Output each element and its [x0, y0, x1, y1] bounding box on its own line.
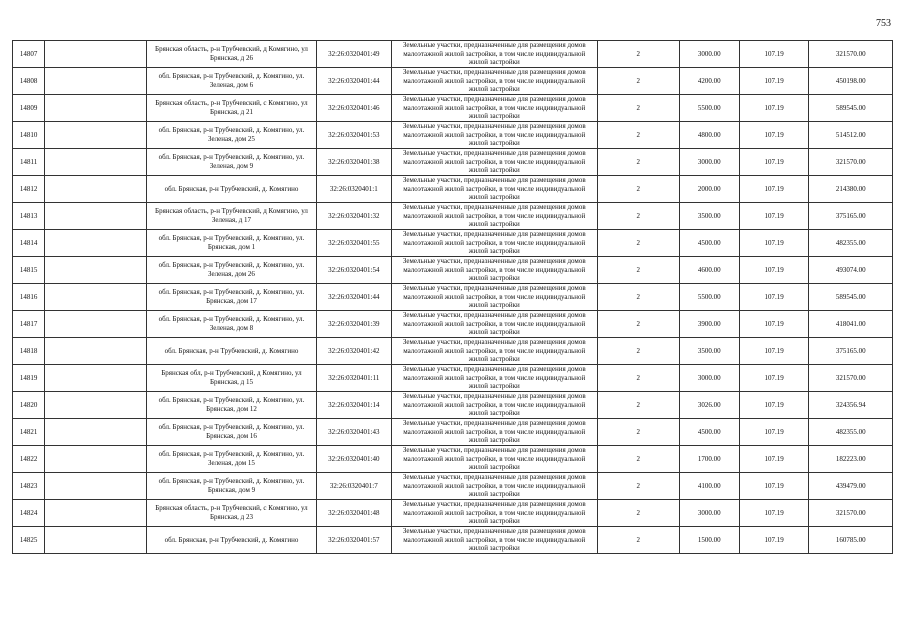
address-cell: Брянская область, р-н Трубчевский, с Комягино, ул Брянская, д 23 — [146, 500, 316, 527]
value-cell: 321570.00 — [809, 41, 893, 68]
row-id-cell: 14809 — [13, 95, 45, 122]
address-cell: обл. Брянская, р-н Трубчевский, д. Комягино, ул. Зеленая, дом 26 — [146, 257, 316, 284]
cadastral-number-cell: 32:26:0320401:11 — [317, 365, 392, 392]
cadastral-number-cell: 32:26:0320401:1 — [317, 176, 392, 203]
row-id-cell: 14813 — [13, 203, 45, 230]
area-cell: 4800.00 — [679, 122, 739, 149]
table-row — [13, 122, 893, 149]
land-use-cell: Земельные участки, предназначенные для размещения домов малоэтажной жилой застройки, в том числе индивидуальной жилой застройки — [391, 338, 597, 365]
cadastral-number-cell: 32:26:0320401:32 — [317, 203, 392, 230]
empty-cell — [45, 473, 147, 500]
cadastral-number-cell: 32:26:0320401:49 — [317, 41, 392, 68]
land-use-cell: Земельные участки, предназначенные для размещения домов малоэтажной жилой застройки, в том числе индивидуальной жилой застройки — [391, 446, 597, 473]
value-cell: 182223.00 — [809, 446, 893, 473]
value-cell: 418041.00 — [809, 311, 893, 338]
empty-cell — [45, 257, 147, 284]
cadastral-number-cell: 32:26:0320401:57 — [317, 527, 392, 554]
area-cell: 4200.00 — [679, 68, 739, 95]
row-id-cell: 14811 — [13, 149, 45, 176]
empty-cell — [45, 338, 147, 365]
empty-cell — [45, 230, 147, 257]
cadastral-number-cell: 32:26:0320401:44 — [317, 284, 392, 311]
value-cell: 589545.00 — [809, 95, 893, 122]
table-row — [13, 95, 893, 122]
cadastral-number-cell: 32:26:0320401:7 — [317, 473, 392, 500]
address-cell: обл. Брянская, р-н Трубчевский, д. Комягино — [146, 527, 316, 554]
category-cell: 2 — [597, 338, 679, 365]
table-row — [13, 149, 893, 176]
value-cell: 589545.00 — [809, 284, 893, 311]
address-cell: обл. Брянская, р-н Трубчевский, д. Комягино, ул. Брянская, дом 17 — [146, 284, 316, 311]
table-row — [13, 284, 893, 311]
value-cell: 450198.00 — [809, 68, 893, 95]
area-cell: 2000.00 — [679, 176, 739, 203]
rate-cell: 107.19 — [739, 257, 808, 284]
row-id-cell: 14825 — [13, 527, 45, 554]
row-id-cell: 14816 — [13, 284, 45, 311]
land-use-cell: Земельные участки, предназначенные для размещения домов малоэтажной жилой застройки, в том числе индивидуальной жилой застройки — [391, 41, 597, 68]
cadastral-number-cell: 32:26:0320401:40 — [317, 446, 392, 473]
address-cell: обл. Брянская, р-н Трубчевский, д. Комягино, ул. Зеленая, дом 9 — [146, 149, 316, 176]
empty-cell — [45, 41, 147, 68]
cadastral-number-cell: 32:26:0320401:39 — [317, 311, 392, 338]
empty-cell — [45, 527, 147, 554]
land-use-cell: Земельные участки, предназначенные для размещения домов малоэтажной жилой застройки, в том числе индивидуальной жилой застройки — [391, 284, 597, 311]
rate-cell: 107.19 — [739, 122, 808, 149]
category-cell: 2 — [597, 284, 679, 311]
rate-cell: 107.19 — [739, 392, 808, 419]
cadastral-number-cell: 32:26:0320401:55 — [317, 230, 392, 257]
table-body — [13, 41, 893, 554]
address-cell: обл. Брянская, р-н Трубчевский, д. Комягино — [146, 338, 316, 365]
cadastral-number-cell: 32:26:0320401:44 — [317, 68, 392, 95]
row-id-cell: 14820 — [13, 392, 45, 419]
category-cell: 2 — [597, 527, 679, 554]
address-cell: обл. Брянская, р-н Трубчевский, д. Комягино, ул. Брянская, дом 12 — [146, 392, 316, 419]
area-cell: 5500.00 — [679, 95, 739, 122]
table-row — [13, 473, 893, 500]
land-use-cell: Земельные участки, предназначенные для размещения домов малоэтажной жилой застройки, в том числе индивидуальной жилой застройки — [391, 68, 597, 95]
empty-cell — [45, 95, 147, 122]
rate-cell: 107.19 — [739, 95, 808, 122]
table-row — [13, 338, 893, 365]
row-id-cell: 14817 — [13, 311, 45, 338]
address-cell: Брянская область, р-н Трубчевский, с Комягино, ул Брянская, д 21 — [146, 95, 316, 122]
rate-cell: 107.19 — [739, 230, 808, 257]
land-use-cell: Земельные участки, предназначенные для размещения домов малоэтажной жилой застройки, в том числе индивидуальной жилой застройки — [391, 122, 597, 149]
value-cell: 375165.00 — [809, 203, 893, 230]
value-cell: 214380.00 — [809, 176, 893, 203]
category-cell: 2 — [597, 41, 679, 68]
rate-cell: 107.19 — [739, 338, 808, 365]
table-row — [13, 203, 893, 230]
land-use-cell: Земельные участки, предназначенные для размещения домов малоэтажной жилой застройки, в том числе индивидуальной жилой застройки — [391, 527, 597, 554]
area-cell: 3000.00 — [679, 500, 739, 527]
land-use-cell: Земельные участки, предназначенные для размещения домов малоэтажной жилой застройки, в том числе индивидуальной жилой застройки — [391, 149, 597, 176]
land-use-cell: Земельные участки, предназначенные для размещения домов малоэтажной жилой застройки, в том числе индивидуальной жилой застройки — [391, 95, 597, 122]
value-cell: 493074.00 — [809, 257, 893, 284]
area-cell: 1500.00 — [679, 527, 739, 554]
rate-cell: 107.19 — [739, 203, 808, 230]
rate-cell: 107.19 — [739, 68, 808, 95]
table-row — [13, 419, 893, 446]
area-cell: 3000.00 — [679, 41, 739, 68]
category-cell: 2 — [597, 419, 679, 446]
area-cell: 1700.00 — [679, 446, 739, 473]
row-id-cell: 14821 — [13, 419, 45, 446]
rate-cell: 107.19 — [739, 473, 808, 500]
cadastral-number-cell: 32:26:0320401:53 — [317, 122, 392, 149]
table-row — [13, 392, 893, 419]
category-cell: 2 — [597, 257, 679, 284]
rate-cell: 107.19 — [739, 500, 808, 527]
row-id-cell: 14824 — [13, 500, 45, 527]
address-cell: Брянская область, р-н Трубчевский, д Комягино, ул Зеленая, д 17 — [146, 203, 316, 230]
value-cell: 514512.00 — [809, 122, 893, 149]
category-cell: 2 — [597, 446, 679, 473]
category-cell: 2 — [597, 230, 679, 257]
address-cell: Брянская обл, р-н Трубчевский, д Комягино, ул Брянская, д 15 — [146, 365, 316, 392]
cadastral-number-cell: 32:26:0320401:54 — [317, 257, 392, 284]
cadastral-number-cell: 32:26:0320401:14 — [317, 392, 392, 419]
table-row — [13, 41, 893, 68]
empty-cell — [45, 365, 147, 392]
category-cell: 2 — [597, 95, 679, 122]
value-cell: 375165.00 — [809, 338, 893, 365]
rate-cell: 107.19 — [739, 365, 808, 392]
empty-cell — [45, 419, 147, 446]
land-use-cell: Земельные участки, предназначенные для размещения домов малоэтажной жилой застройки, в том числе индивидуальной жилой застройки — [391, 203, 597, 230]
address-cell: обл. Брянская, р-н Трубчевский, д. Комягино, ул. Зеленая, дом 25 — [146, 122, 316, 149]
value-cell: 160785.00 — [809, 527, 893, 554]
land-use-cell: Земельные участки, предназначенные для размещения домов малоэтажной жилой застройки, в том числе индивидуальной жилой застройки — [391, 500, 597, 527]
address-cell: обл. Брянская, р-н Трубчевский, д. Комягино, ул. Зеленая, дом 8 — [146, 311, 316, 338]
row-id-cell: 14807 — [13, 41, 45, 68]
table-row — [13, 446, 893, 473]
empty-cell — [45, 284, 147, 311]
cadastral-number-cell: 32:26:0320401:42 — [317, 338, 392, 365]
value-cell: 321570.00 — [809, 500, 893, 527]
value-cell: 321570.00 — [809, 365, 893, 392]
land-use-cell: Земельные участки, предназначенные для размещения домов малоэтажной жилой застройки, в том числе индивидуальной жилой застройки — [391, 365, 597, 392]
empty-cell — [45, 500, 147, 527]
area-cell: 3000.00 — [679, 365, 739, 392]
table-row — [13, 230, 893, 257]
area-cell: 5500.00 — [679, 284, 739, 311]
area-cell: 3500.00 — [679, 203, 739, 230]
row-id-cell: 14823 — [13, 473, 45, 500]
address-cell: обл. Брянская, р-н Трубчевский, д. Комягино — [146, 176, 316, 203]
rate-cell: 107.19 — [739, 311, 808, 338]
value-cell: 321570.00 — [809, 149, 893, 176]
cadastral-number-cell: 32:26:0320401:38 — [317, 149, 392, 176]
rate-cell: 107.19 — [739, 41, 808, 68]
rate-cell: 107.19 — [739, 419, 808, 446]
table-row — [13, 68, 893, 95]
row-id-cell: 14822 — [13, 446, 45, 473]
address-cell: обл. Брянская, р-н Трубчевский, д. Комягино, ул. Зеленая, дом 15 — [146, 446, 316, 473]
address-cell: обл. Брянская, р-н Трубчевский, д. Комягино, ул. Брянская, дом 16 — [146, 419, 316, 446]
value-cell: 482355.00 — [809, 419, 893, 446]
address-cell: обл. Брянская, р-н Трубчевский, д. Комягино, ул. Брянская, дом 9 — [146, 473, 316, 500]
address-cell: обл. Брянская, р-н Трубчевский, д. Комягино, ул. Зеленая, дом 6 — [146, 68, 316, 95]
rate-cell: 107.19 — [739, 284, 808, 311]
row-id-cell: 14819 — [13, 365, 45, 392]
row-id-cell: 14818 — [13, 338, 45, 365]
area-cell: 3026.00 — [679, 392, 739, 419]
area-cell: 4500.00 — [679, 230, 739, 257]
value-cell: 324356.94 — [809, 392, 893, 419]
category-cell: 2 — [597, 473, 679, 500]
empty-cell — [45, 68, 147, 95]
area-cell: 4600.00 — [679, 257, 739, 284]
category-cell: 2 — [597, 68, 679, 95]
rate-cell: 107.19 — [739, 527, 808, 554]
table-row — [13, 257, 893, 284]
category-cell: 2 — [597, 203, 679, 230]
category-cell: 2 — [597, 176, 679, 203]
area-cell: 3500.00 — [679, 338, 739, 365]
category-cell: 2 — [597, 500, 679, 527]
page-number: 753 — [876, 18, 891, 29]
area-cell: 3900.00 — [679, 311, 739, 338]
land-use-cell: Земельные участки, предназначенные для размещения домов малоэтажной жилой застройки, в том числе индивидуальной жилой застройки — [391, 311, 597, 338]
empty-cell — [45, 392, 147, 419]
empty-cell — [45, 203, 147, 230]
value-cell: 439479.00 — [809, 473, 893, 500]
rate-cell: 107.19 — [739, 446, 808, 473]
category-cell: 2 — [597, 365, 679, 392]
table-row — [13, 365, 893, 392]
row-id-cell: 14814 — [13, 230, 45, 257]
land-use-cell: Земельные участки, предназначенные для размещения домов малоэтажной жилой застройки, в том числе индивидуальной жилой застройки — [391, 473, 597, 500]
row-id-cell: 14812 — [13, 176, 45, 203]
category-cell: 2 — [597, 149, 679, 176]
area-cell: 4100.00 — [679, 473, 739, 500]
land-use-cell: Земельные участки, предназначенные для размещения домов малоэтажной жилой застройки, в том числе индивидуальной жилой застройки — [391, 230, 597, 257]
rate-cell: 107.19 — [739, 149, 808, 176]
category-cell: 2 — [597, 392, 679, 419]
table-row — [13, 500, 893, 527]
table-row — [13, 527, 893, 554]
value-cell: 482355.00 — [809, 230, 893, 257]
empty-cell — [45, 446, 147, 473]
address-cell: Брянская область, р-н Трубчевский, д Комягино, ул Брянская, д 26 — [146, 41, 316, 68]
area-cell: 4500.00 — [679, 419, 739, 446]
empty-cell — [45, 311, 147, 338]
table-row — [13, 311, 893, 338]
land-use-cell: Земельные участки, предназначенные для размещения домов малоэтажной жилой застройки, в том числе индивидуальной жилой застройки — [391, 419, 597, 446]
cadastral-value-table — [12, 40, 893, 554]
land-use-cell: Земельные участки, предназначенные для размещения домов малоэтажной жилой застройки, в том числе индивидуальной жилой застройки — [391, 392, 597, 419]
cadastral-number-cell: 32:26:0320401:43 — [317, 419, 392, 446]
land-use-cell: Земельные участки, предназначенные для размещения домов малоэтажной жилой застройки, в том числе индивидуальной жилой застройки — [391, 176, 597, 203]
empty-cell — [45, 122, 147, 149]
cadastral-number-cell: 32:26:0320401:48 — [317, 500, 392, 527]
empty-cell — [45, 176, 147, 203]
row-id-cell: 14810 — [13, 122, 45, 149]
category-cell: 2 — [597, 311, 679, 338]
row-id-cell: 14808 — [13, 68, 45, 95]
category-cell: 2 — [597, 122, 679, 149]
empty-cell — [45, 149, 147, 176]
row-id-cell: 14815 — [13, 257, 45, 284]
table-row — [13, 176, 893, 203]
cadastral-number-cell: 32:26:0320401:46 — [317, 95, 392, 122]
land-use-cell: Земельные участки, предназначенные для размещения домов малоэтажной жилой застройки, в том числе индивидуальной жилой застройки — [391, 257, 597, 284]
area-cell: 3000.00 — [679, 149, 739, 176]
rate-cell: 107.19 — [739, 176, 808, 203]
address-cell: обл. Брянская, р-н Трубчевский, д. Комягино, ул. Брянская, дом 1 — [146, 230, 316, 257]
